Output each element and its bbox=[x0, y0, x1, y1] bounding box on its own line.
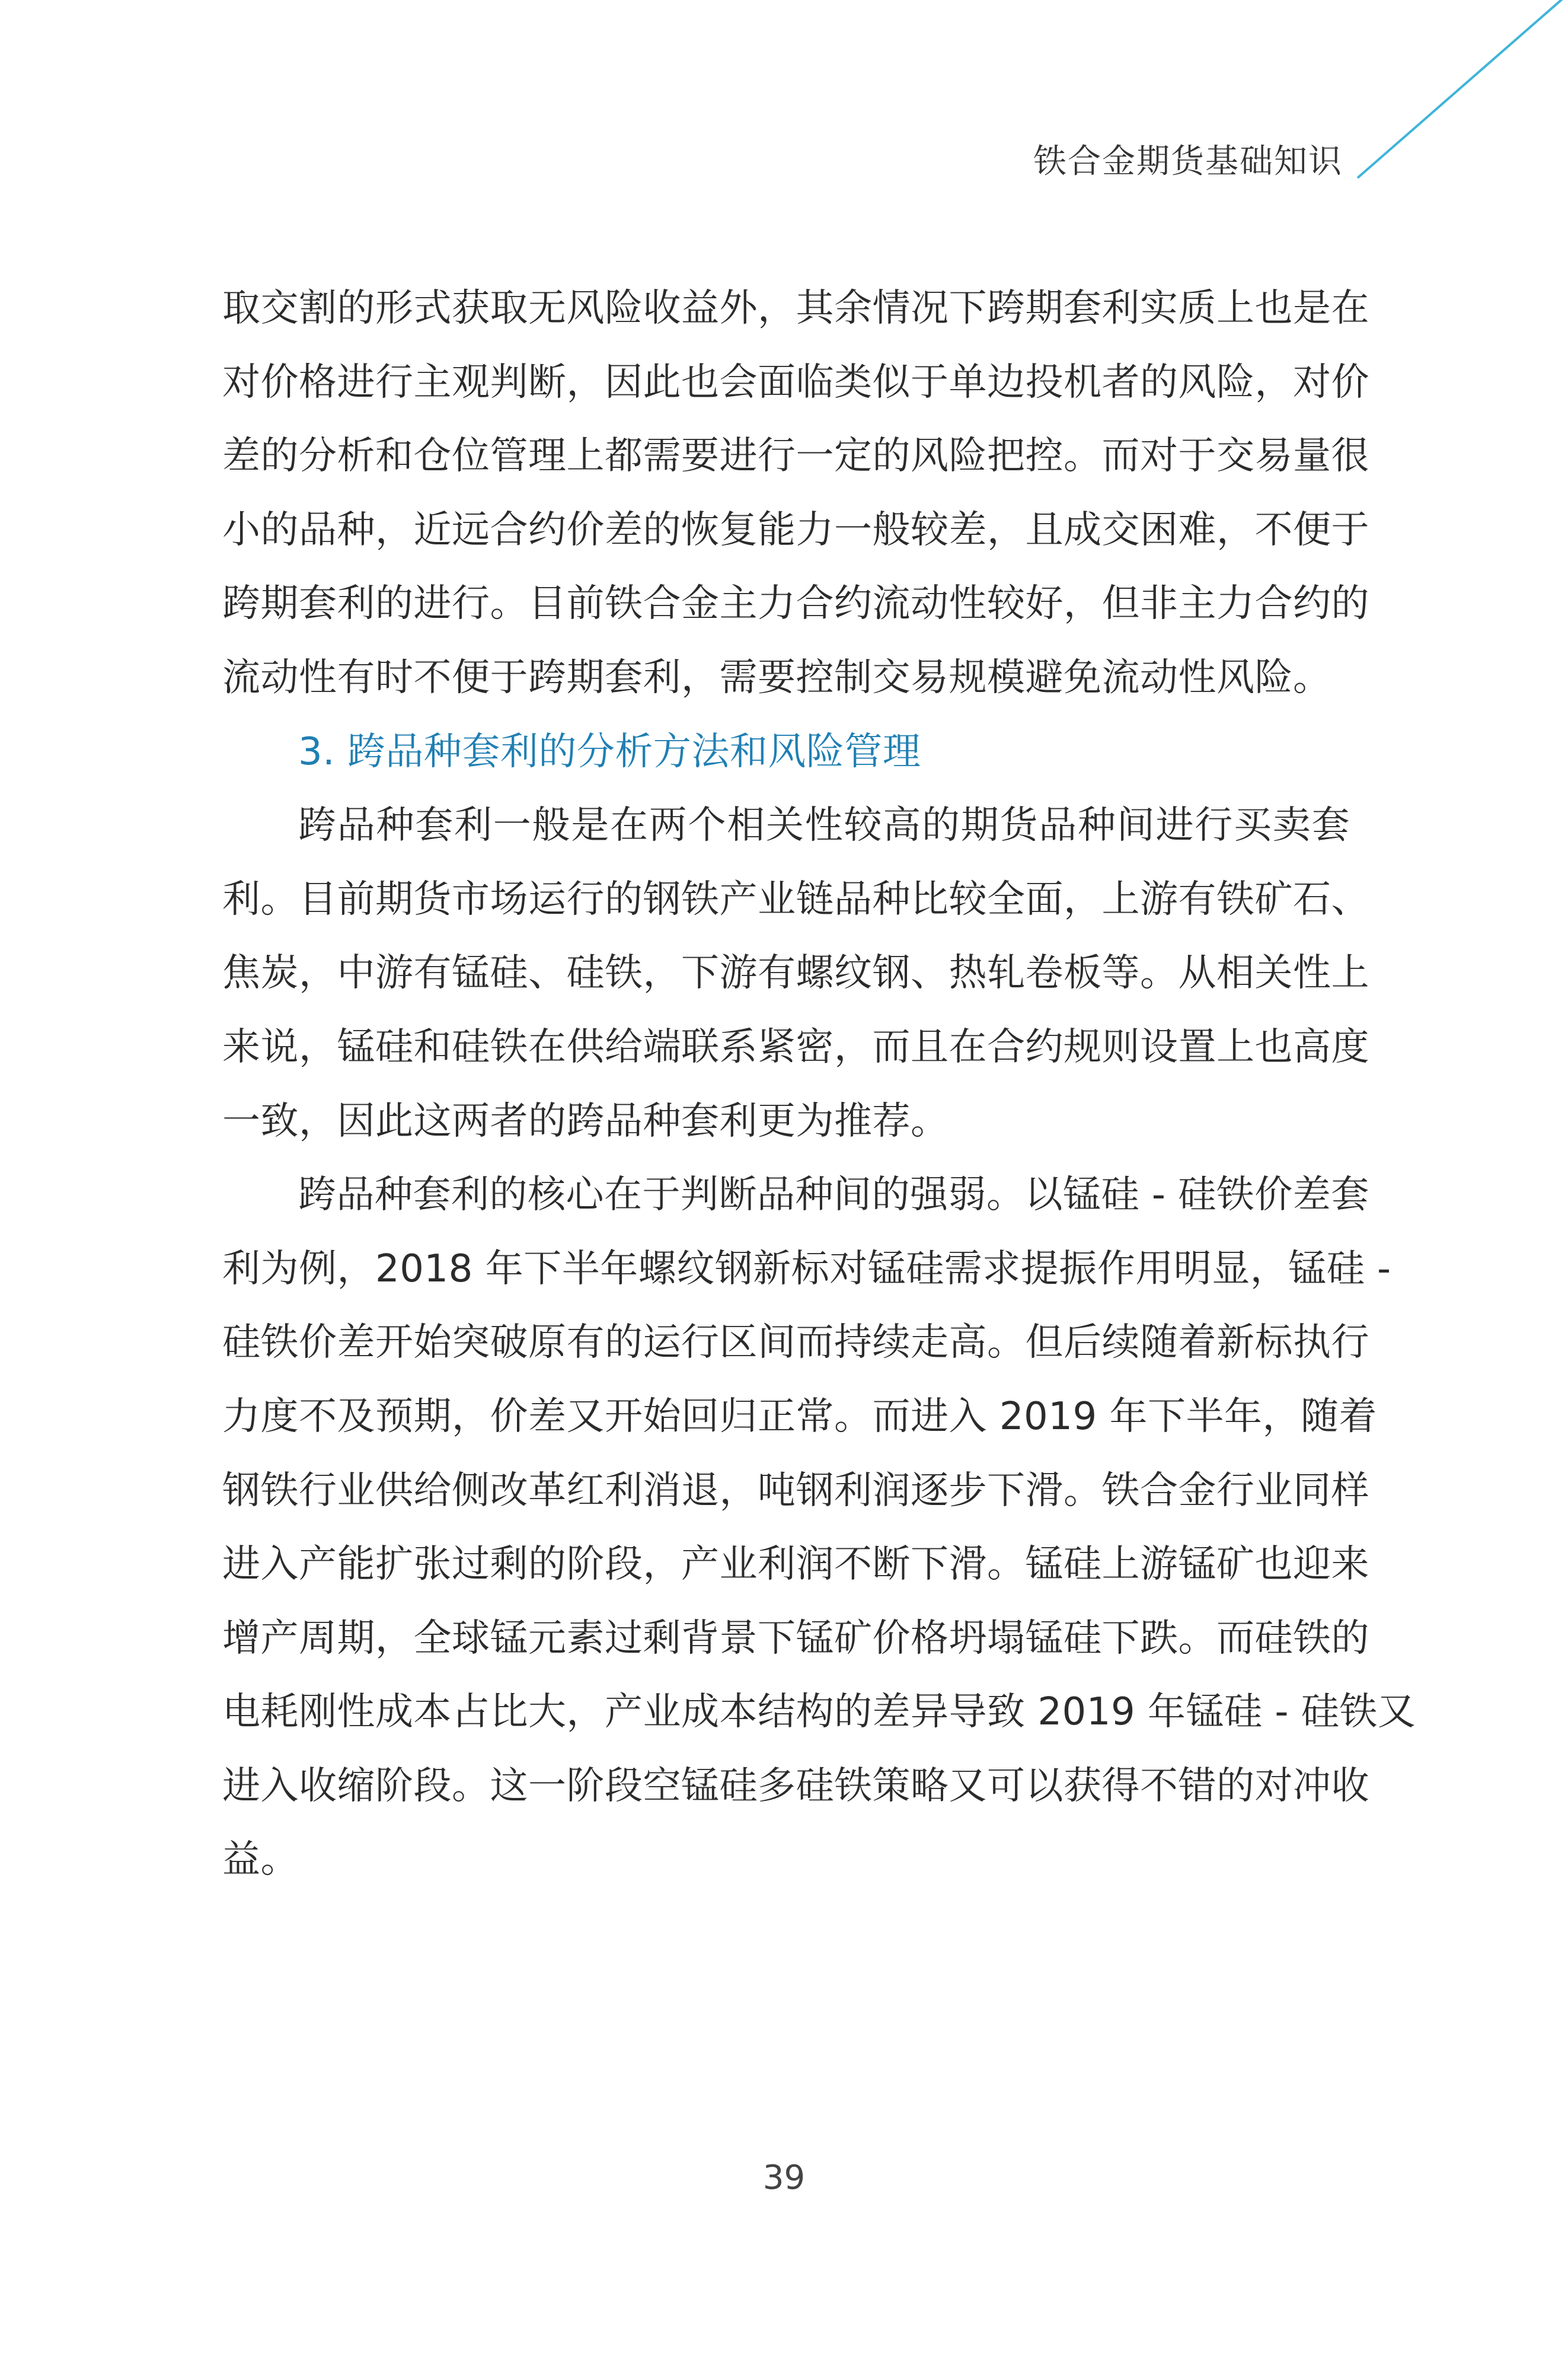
text-line: 增产周期，全球锰元素过剩背景下锰矿价格坍塌锰硅下跌。而硅铁的 bbox=[222, 1616, 1369, 1660]
section-heading: 3. 跨品种套利的分析方法和风险管理 bbox=[298, 729, 921, 774]
text-line: 焦炭，中游有锰硅、硅铁，下游有螺纹钢、热轧卷板等。从相关性上 bbox=[222, 951, 1369, 996]
text-line: 跨品种套利一般是在两个相关性较高的期货品种间进行买卖套 bbox=[298, 804, 1350, 848]
paragraph-1 bbox=[222, 272, 1369, 715]
decorative-diagonal-line bbox=[1358, 0, 1568, 178]
text-line: 利为例，2018 年下半年螺纹钢新标对锰硅需求提振作用明显，锰硅 - bbox=[222, 1246, 1391, 1291]
text-line: 益。 bbox=[222, 1838, 299, 1882]
running-header-title: 铁合金期货基础知识 bbox=[1033, 142, 1343, 181]
paragraph-3 bbox=[222, 1158, 1416, 1897]
text-line: 来说，锰硅和硅铁在供给端联系紧密，而且在合约规则设置上也高度 bbox=[222, 1025, 1369, 1069]
header-decorative-line bbox=[0, 0, 1568, 237]
text-line: 利。目前期货市场运行的钢铁产业链品种比较全面，上游有铁矿石、 bbox=[222, 877, 1369, 922]
text-line: 跨期套利的进行。目前铁合金主力合约流动性较好，但非主力合约的 bbox=[222, 582, 1369, 626]
text-line: 差的分析和仓位管理上都需要进行一定的风险把控。而对于交易量很 bbox=[222, 434, 1369, 479]
text-line: 钢铁行业供给侧改革红利消退，吨钢利润逐步下滑。铁合金行业同样 bbox=[222, 1468, 1369, 1513]
text-line: 取交割的形式获取无风险收益外，其余情况下跨期套利实质上也是在 bbox=[222, 286, 1369, 330]
text-line: 流动性有时不便于跨期套利，需要控制交易规模避免流动性风险。 bbox=[222, 655, 1331, 700]
text-line: 电耗刚性成本占比大，产业成本结构的差异导致 2019 年锰硅 - 硅铁又 bbox=[222, 1690, 1416, 1735]
page-body bbox=[222, 272, 1416, 1897]
text-line: 进入产能扩张过剩的阶段，产业利润不断下滑。锰硅上游锰矿也迎来 bbox=[222, 1542, 1369, 1587]
text-line: 硅铁价差开始突破原有的运行区间而持续走高。但后续随着新标执行 bbox=[222, 1321, 1369, 1365]
text-line: 力度不及预期，价差又开始回归正常。而进入 2019 年下半年，随着 bbox=[222, 1394, 1378, 1439]
text-line: 小的品种，近远合约价差的恢复能力一般较差，且成交困难，不便于 bbox=[222, 508, 1369, 552]
text-line: 对价格进行主观判断，因此也会面临类似于单边投机者的风险，对价 bbox=[222, 360, 1369, 404]
text-line: 进入收缩阶段。这一阶段空锰硅多硅铁策略又可以获得不错的对冲收 bbox=[222, 1764, 1369, 1808]
text-line: 跨品种套利的核心在于判断品种间的强弱。以锰硅 - 硅铁价差套 bbox=[298, 1173, 1369, 1217]
text-line: 一致，因此这两者的跨品种套利更为推荐。 bbox=[222, 1099, 949, 1143]
paragraph-2 bbox=[222, 789, 1369, 1158]
page-number: 39 bbox=[762, 2158, 806, 2197]
